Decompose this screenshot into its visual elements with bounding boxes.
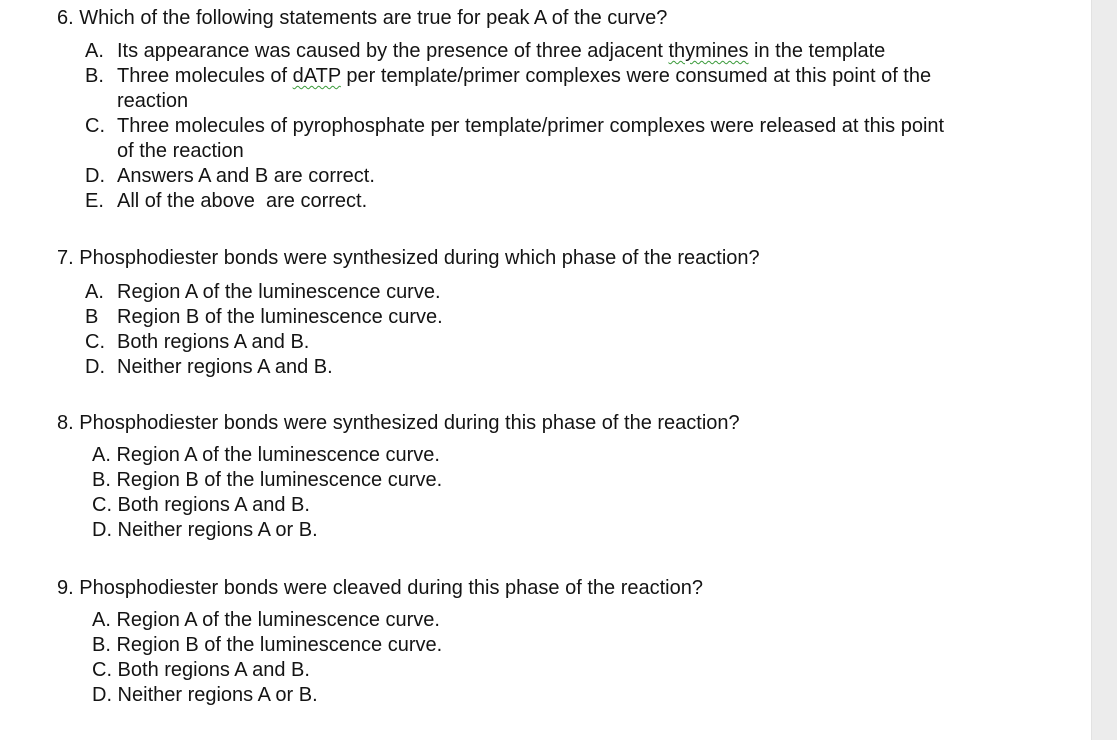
q8-option-b: B. Region B of the luminescence curve. [92, 469, 443, 491]
q6-option-c-letter: C. [85, 115, 105, 137]
q6-option-e [85, 189, 1075, 214]
q6-option-a-letter: A. [85, 40, 104, 62]
q8-option-d: D. Neither regions A or B. [92, 519, 318, 541]
q6-option-b-text [117, 64, 931, 89]
q6-option-b [85, 64, 1075, 114]
q6-option-b-text-line2: reaction [117, 90, 189, 112]
spellcheck-word-thymines: thymines [668, 40, 749, 62]
q7-option-c-text: Both regions A and B. [117, 331, 310, 353]
q8-option-c: C. Both regions A and B. [92, 494, 310, 516]
q6-option-c-text: Three molecules of pyrophosphate per template/primer complexes were released at this point [117, 115, 945, 137]
q6-option-b-letter: B. [85, 65, 104, 87]
q6-option-b-text-pre: Three molecules of [117, 65, 293, 87]
q7-option-a-letter: A. [85, 281, 104, 303]
question-6-title: 6. Which of the following statements are true for peak A of the curve? [57, 7, 668, 29]
q6-option-a-text [117, 39, 885, 64]
q7-option-d-text: Neither regions A and B. [117, 356, 333, 378]
q6-option-e-letter: E. [85, 190, 104, 212]
q8-option-a: A. Region A of the luminescence curve. [92, 444, 440, 466]
q6-option-c-text-line2: of the reaction [117, 140, 244, 162]
q6-option-d-letter: D. [85, 165, 105, 187]
q6-option-a-text-post: in the template [748, 40, 886, 62]
q9-option-a: A. Region A of the luminescence curve. [92, 609, 440, 631]
q7-option-c [85, 330, 685, 355]
q7-option-d-letter: D. [85, 356, 105, 378]
question-7-title: 7. Phosphodiester bonds were synthesized during which phase of the reaction? [57, 247, 760, 269]
q7-option-b-letter: B [85, 306, 99, 328]
q9-option-c: C. Both regions A and B. [92, 659, 310, 681]
q6-option-c [85, 114, 1075, 164]
q7-option-b-text: Region B of the luminescence curve. [117, 306, 443, 328]
spellcheck-word-datp: dATP [292, 65, 341, 87]
q7-option-b [85, 305, 685, 330]
q6-option-b-text-post: per template/primer complexes were consumed at this point of the [340, 65, 932, 87]
q6-option-d-text: Answers A and B are correct. [117, 165, 375, 187]
q6-option-d [85, 164, 1075, 189]
q7-option-a [85, 280, 685, 305]
page-gutter [1091, 0, 1117, 740]
q6-option-a-text-pre: Its appearance was caused by the presence of three adjacent [117, 40, 669, 62]
q9-option-b: B. Region B of the luminescence curve. [92, 634, 443, 656]
q7-option-c-letter: C. [85, 331, 105, 353]
question-9-title: 9. Phosphodiester bonds were cleaved during this phase of the reaction? [57, 577, 703, 599]
q9-option-d: D. Neither regions A or B. [92, 684, 318, 706]
q6-option-e-text: All of the above are correct. [117, 190, 368, 212]
q6-option-a [85, 39, 1075, 64]
question-8-title: 8. Phosphodiester bonds were synthesized during this phase of the reaction? [57, 412, 740, 434]
q7-option-a-text: Region A of the luminescence curve. [117, 281, 441, 303]
q7-option-d [85, 355, 685, 380]
